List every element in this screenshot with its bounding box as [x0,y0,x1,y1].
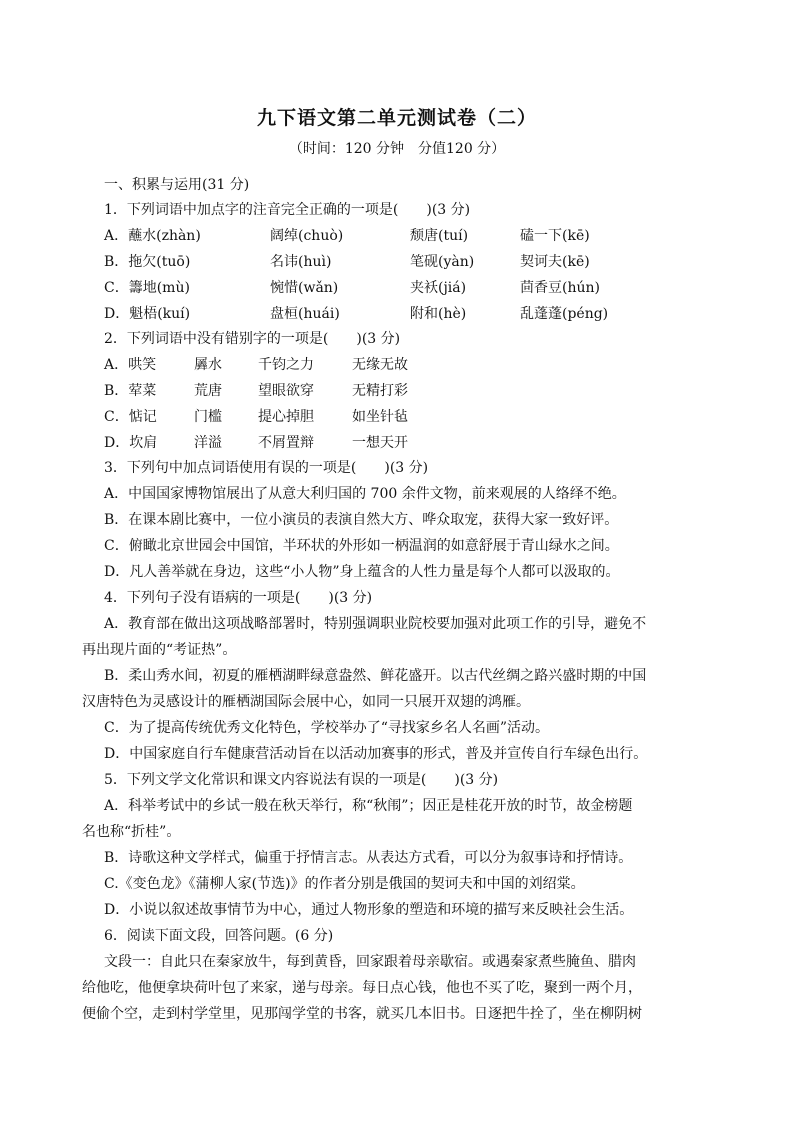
question-stem: 1．下列词语中加点字的注音完全正确的一项是( )(3 分) [104,202,471,218]
question-stem: 3．下列句中加点词语使用有误的一项是( )(3 分) [104,460,429,476]
q3-option-d: D．凡人善举就在身边，这些“小人物”身上蕴含的人性力量是每个人都可以汲取的。 [104,564,620,580]
question-stem: 2．下列词语中没有错别字的一项是( )(3 分) [104,331,401,347]
q4-option-c: C．为了提高传统优秀文化特色，学校举办了“寻找家乡名人名画”活动。 [104,720,550,736]
passage-line: 给他吃，他便拿块荷叶包了来家，递与母亲。每日点心钱，他也不买了吃，聚到一两个月， [82,980,642,996]
q4-option-a: A．教育部在做出这项战略部署时，特别强调职业院校要加强对此项工作的引导，避免不 [104,616,647,632]
q4-option-b-cont: 汉唐特色为灵感设计的雁栖湖国际会展中心，如同一只展开双翅的鸿雁。 [82,694,530,710]
question-stem: 4．下列句子没有语病的一项是( )(3 分) [104,590,373,606]
q4-option-b: B．柔山秀水间，初夏的雁栖湖畔绿意盎然、鲜花盛开。以古代丝绸之路兴盛时期的中国 [104,668,647,684]
passage-line: 便偷个空，走到村学堂里，见那闯学堂的书客，就买几本旧书。日逐把牛拴了，坐在柳阴树 [82,1006,642,1022]
question-stem: 5．下列文学文化常识和课文内容说法有误的一项是( )(3 分) [104,772,499,788]
q5-option-d: D．小说以叙述故事情节为中心，通过人物形象的塑造和环境的描写来反映社会生活。 [104,902,634,918]
q5-option-b: B．诗歌这种文学样式，偏重于抒情言志。从表达方式看，可以分为叙事诗和抒情诗。 [104,850,633,866]
q3-option-b: B．在课本剧比赛中，一位小演员的表演自然大方、哗众取宠，获得大家一致好评。 [104,512,619,528]
page-title: 九下语文第二单元测试卷（二） [256,107,537,129]
q3-option-a: A．中国国家博物馆展出了从意大利归国的 700 余件文物，前来观展的人络绎不绝。 [104,486,626,502]
q5-option-c: C.《变色龙》《蒲柳人家(节选)》的作者分别是俄国的契诃夫和中国的刘绍棠。 [104,876,585,892]
question-stem: 6．阅读下面文段，回答问题。(6 分) [104,928,334,944]
page-subtitle: （时间：120 分钟 分值120 分） [288,141,506,157]
q4-option-a-cont: 再出现片面的“考证热”。 [82,642,237,658]
q4-option-d: D．中国家庭自行车健康营活动旨在以活动加赛事的形式，普及并宣传自行车绿色出行。 [104,746,648,762]
q5-option-a: A．科举考试中的乡试一般在秋天举行，称“秋闱”；因正是桂花开放的时节，故金榜题 [104,798,633,814]
section-heading: 一、积累与运用(31 分) [104,177,250,193]
q5-option-a-cont: 名也称“折桂”。 [82,824,181,840]
passage-line: 文段一：自此只在秦家放牛，每到黄昏，回家跟着母亲歇宿。或遇秦家煮些腌鱼、腊肉 [104,954,636,970]
exam-page: 九下语文第二单元测试卷（二） （时间：120 分钟 分值120 分） 一、积累与运用(31 分) 1．下列词语中加点字的注音完全正确的一项是( )(3 分) A．蘸水(zhàn) 阔绰(chuò) 颓唐(tuí) 磕一下(kē) B．拖欠(tuō) 名讳(huì) 笔砚(yàn) 契诃夫(kē) C．籌地(mù) 惋惜(wǎn) 夹袄(jiá) 茴香豆(hún) D．魁梧(kuí) 盘桓(huái) 附和(hè) 乱蓬蓬(péng) 2．下列词语中没有错别字的一项是( )(3 分) A．哄笑 羼水 千钧之力 无缘无故 B．荤菜 荒唐 望眼欲穿 无精打彩 C．惦记 门槛 提心掉胆 如坐针毡 D．坎肩 洋溢 不屑置辩 一想天开 3．下列句中加点词语使用有误的一项是( )(3 分) A．中国国家博物馆展出了从意大利归国的 700 余件文物，前来观展的人络绎不绝。 B．在课本剧比赛中，一位小演员的表演自然大方、哗众取宠，获得大家一致好评。 C．俯瞰北京世园会中国馆，半环状的外形如一柄温润的如意舒展于青山绿水之间。 D．凡人善举就在身边，这些“小人物”身上蕴含的人性力量是每个人都可以汲取的。 4．下列句子没有语病的一项是( )(3 分) A．教育部在做出这项战略部署时，特别强调职业院校要加强对此项工作的引导，避免不 再出现片面的“考证热”。 B．柔山秀水间，初夏的雁栖湖畔绿意盎然、鲜花盛开。以古代丝绸之路兴盛时期的中国 汉唐特色为灵感设计的雁栖湖国际会展中心，如同一只展开双翅的鸿雁。 C．为了提高传统优秀文化特色，学校举办了“寻找家乡名人名画”活动。 D．中国家庭自行车健康营活动旨在以活动加赛事的形式，普及并宣传自行车绿色出行。 5．下列文学文化常识和课文内容说法有误的一项是( )(3 分) A．科举考试中的乡试一般在秋天举行，称“秋闱”；因正是桂花开放的时节，故金榜题 名也称“折桂”。 B．诗歌这种文学样式，偏重于抒情言志。从表达方式看，可以分为叙事诗和抒情诗。 C.《变色龙》《蒲柳人家(节选)》的作者分别是俄国的契诃夫和中国的刘绍棠。 D．小说以叙述故事情节为中心，通过人物形象的塑造和环境的描写来反映社会生活。 6．阅读下面文段，回答问题。(6 分) 文段一：自此只在秦家放牛，每到黄昏，回家跟着母亲歇宿。或遇秦家煮些腌鱼、腊肉 给他吃，他便拿块荷叶包了来家，递与母亲。每日点心钱，他也不买了吃，聚到一两个月， 便偷个空，走到村学堂里，见那闯学堂的书客，就买几本旧书。日逐把牛拴了，坐在柳阴树 [0,0,794,1123]
q3-option-c: C．俯瞰北京世园会中国馆，半环状的外形如一柄温润的如意舒展于青山绿水之间。 [104,538,619,554]
